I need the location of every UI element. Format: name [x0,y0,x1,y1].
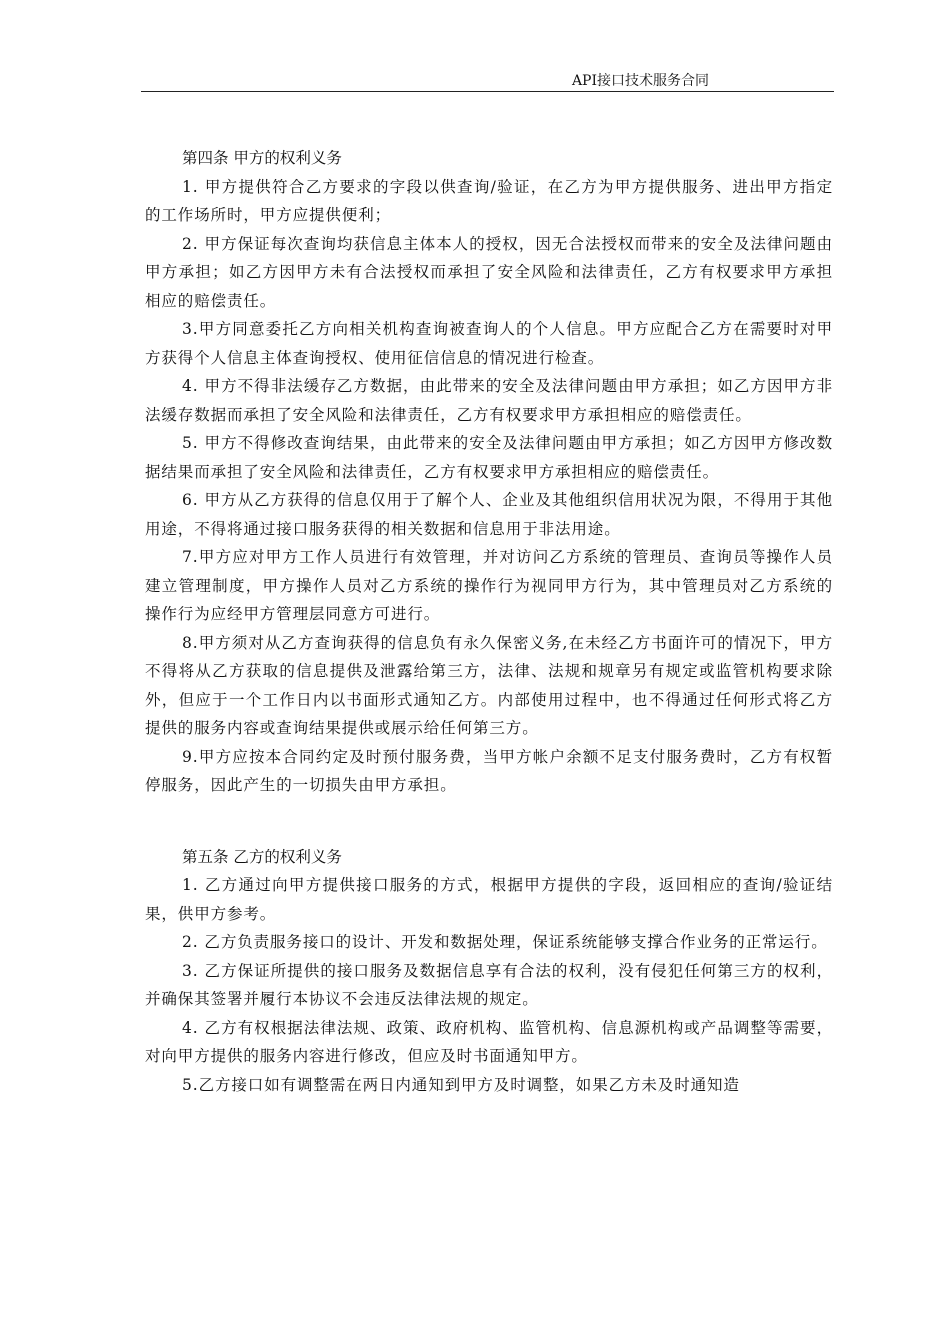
clause-paragraph: 6. 甲方从乙方获得的信息仅用于了解个人、企业及其他组织信用状况为限，不得用于其他用途，不得将通过接口服务获得的相关数据和信息用于非法用途。 [145,491,833,538]
clause-paragraph: 4. 乙方有权根据法律法规、政策、政府机构、监管机构、信息源机构或产品调整等需要，对向甲方提供的服务内容进行修改，但应及时书面通知甲方。 [145,1018,833,1065]
section-heading-article-5: 第五条 乙方的权利义务 [182,847,342,866]
clause-paragraph: 8.甲方须对从乙方查询获得的信息负有永久保密义务,在未经乙方书面许可的情况下，甲方不得将从乙方获取的信息提供及泄露给第三方，法律、法规和规章另有规定或监管机构要求除外，但应于一个工作日内以书面形式通知乙方。内部使用过程中，也不得通过任何形式将乙方提供的服务内容或查询结果提供或展示给任何第三方。 [145,633,833,737]
clause-paragraph: 1. 甲方提供符合乙方要求的字段以供查询/验证，在乙方为甲方提供服务、进出甲方指定的工作场所时，甲方应提供便利； [145,177,833,224]
section-spacer [145,800,833,843]
clause-paragraph: 9.甲方应按本合同约定及时预付服务费，当甲方帐户余额不足支付服务费时，乙方有权暂停服务，因此产生的一切损失由甲方承担。 [145,747,833,794]
clause-paragraph: 3. 乙方保证所提供的接口服务及数据信息享有合法的权利，没有侵犯任何第三方的权利，并确保其签署并履行本协议不会违反法律法规的规定。 [145,961,833,1008]
header-divider [141,91,834,92]
clause-paragraph: 5. 甲方不得修改查询结果，由此带来的安全及法律问题由甲方承担；如乙方因甲方修改数据结果而承担了安全风险和法律责任，乙方有权要求甲方承担相应的赔偿责任。 [145,434,833,481]
document-header-title: API接口技术服务合同 [571,73,709,89]
clause-paragraph: 5.乙方接口如有调整需在两日内通知到甲方及时调整，如果乙方未及时通知造 [182,1075,740,1094]
clause-paragraph: 1. 乙方通过向甲方提供接口服务的方式，根据甲方提供的字段，返回相应的查询/验证结果，供甲方参考。 [145,876,833,923]
document-body [145,144,833,1099]
clause-paragraph: 2. 甲方保证每次查询均获信息主体本人的授权，因无合法授权而带来的安全及法律问题由甲方承担；如乙方因甲方未有合法授权而承担了安全风险和法律责任，乙方有权要求甲方承担相应的赔偿责任。 [145,234,833,310]
section-heading-article-4: 第四条 甲方的权利义务 [182,149,342,167]
clause-paragraph: 7.甲方应对甲方工作人员进行有效管理，并对访问乙方系统的管理员、查询员等操作人员建立管理制度，甲方操作人员对乙方系统的操作行为视同甲方行为，其中管理员对乙方系统的操作行为应经甲方管理层同意方可进行。 [145,548,833,623]
clause-paragraph: 4. 甲方不得非法缓存乙方数据，由此带来的安全及法律问题由甲方承担；如乙方因甲方非法缓存数据而承担了安全风险和法律责任，乙方有权要求甲方承担相应的赔偿责任。 [145,377,833,424]
clause-paragraph: 3.甲方同意委托乙方向相关机构查询被查询人的个人信息。甲方应配合乙方在需要时对甲方获得个人信息主体查询授权、使用征信信息的情况进行检查。 [145,320,833,367]
clause-paragraph: 2. 乙方负责服务接口的设计、开发和数据处理，保证系统能够支撑合作业务的正常运行。 [182,933,828,951]
